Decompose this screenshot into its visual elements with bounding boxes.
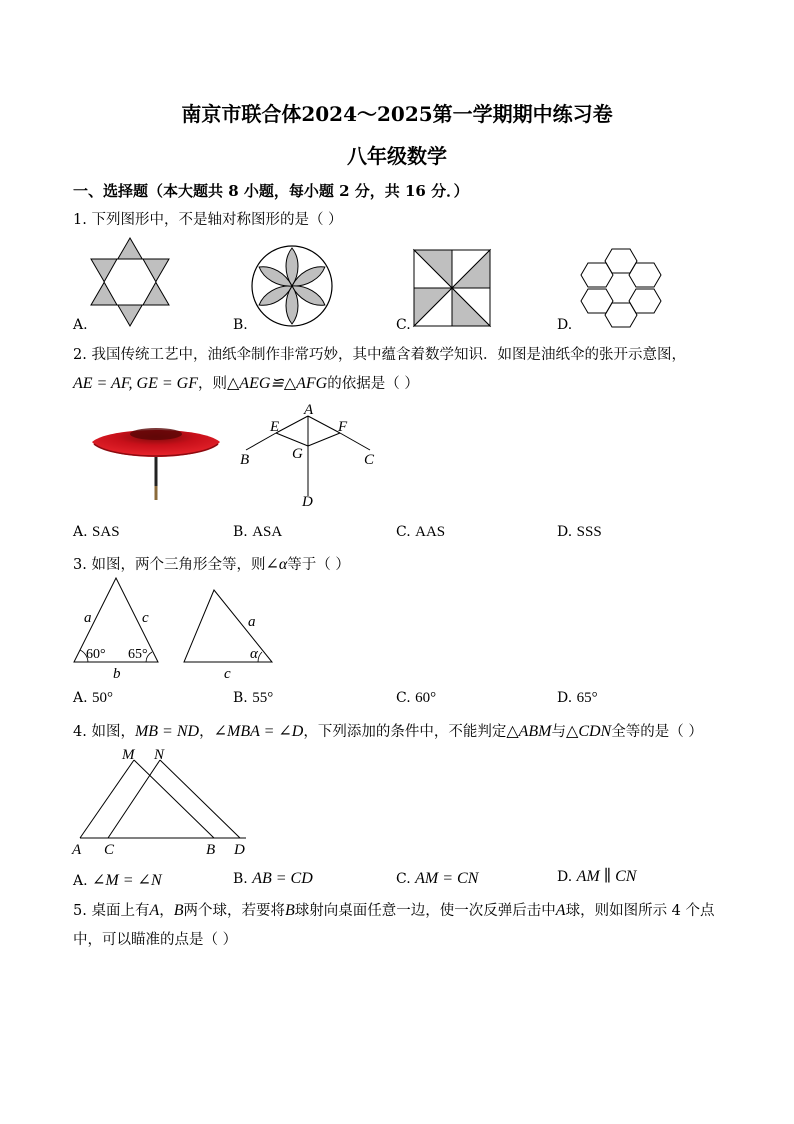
q5-stem-line2: 中，可以瞄准的点是（ ） [73,932,238,948]
q1-option-d[interactable]: D. [557,317,573,333]
q1-stem: 1. 下列图形中，不是轴对称图形的是（ ） [73,212,343,228]
q2-option-c-letter: C. [396,524,411,540]
q2-label-f: F [338,419,348,435]
q2-label-d: D [302,494,313,510]
q4-label-m: M [122,747,135,763]
q1-figure-d-hexagons [574,246,670,332]
q3-option-b[interactable] [233,690,273,707]
q4-option-b-value: AB = CD [252,870,313,887]
q4-option-d[interactable] [557,866,636,886]
q1-figure-a-star [88,236,172,328]
q5-mid: 两个球，若要将 [183,903,286,919]
q4-option-a[interactable] [73,870,162,890]
q2-stem-line1: 2. 我国传统工艺中，油纸伞制作非常巧妙，其中蕴含着数学知识．如图是油纸伞的张开示意图， [73,347,686,363]
q4-triangle-abm: △ABM [506,723,552,740]
exam-subtitle: 八年级数学 [347,144,447,168]
q3-option-c-letter: C. [396,690,411,706]
q1-option-c[interactable]: C. [396,317,411,333]
q4-label-d: D [234,842,245,858]
q4-sep: ， [199,724,214,740]
q2-stem-line2 [73,372,419,393]
q3-left-label-a: a [84,610,92,626]
q3-left-label-b: b [113,666,121,682]
q3-triangle-left [66,574,168,682]
q3-option-d[interactable] [557,690,598,707]
q3-option-b-letter: B. [233,690,248,706]
q3-option-b-value: 55° [252,690,274,706]
q1-figure-c-pinwheel [412,248,494,330]
q4-option-b[interactable] [233,870,313,888]
q3-stem-pre: 3. 如图，两个三角形全等，则 [73,557,266,573]
q2-option-a-letter: A. [73,524,88,540]
q5-ball-a: A [149,902,160,919]
q3-left-label-c: c [142,610,149,626]
q2-option-a[interactable] [73,524,120,541]
q5-post: 球，则如图所示 4 个点 [565,903,715,919]
q4-triangle-cdn: △CDN [566,723,612,740]
q4-label-b: B [206,842,216,858]
q3-left-angle-65: 65° [128,647,148,662]
q4-and: 与 [551,724,567,740]
q2-option-d[interactable] [557,524,602,541]
q3-option-c-value: 60° [415,690,437,706]
q3-right-label-c: c [224,666,231,682]
q3-left-angle-60: 60° [86,647,106,662]
umbrella-photo [90,414,222,504]
q3-option-a-value: 50° [92,690,114,706]
q2-option-c[interactable] [396,524,445,541]
q2-option-d-letter: D. [557,524,573,540]
q5-ball-b-2: B [285,902,295,919]
section-heading: 一、选择题（本大题共 8 小题，每小题 2 分，共 16 分．） [73,182,469,200]
q2-stem-tail: 的依据是（ ） [327,376,419,392]
q2-option-a-value: SAS [92,524,120,540]
q3-stem [73,553,350,574]
q1-option-b[interactable]: B. [233,317,248,333]
q5-ball-a-2: A [555,902,566,919]
q4-cond-mb-nd: MB = ND [134,723,200,740]
q5-pre: 5. 桌面上有 [73,903,150,919]
q4-figure [68,744,258,860]
q4-stem-mid: ，下列添加的条件中，不能判定 [303,724,507,740]
q3-right-label-alpha: α [250,646,258,662]
q5-stem-line1 [73,899,715,920]
q4-label-c: C [104,842,115,858]
q2-option-b[interactable] [233,524,282,541]
q5-mid2: 球射向桌面任意一边，使一次反弹后击中 [294,903,556,919]
q4-label-a: A [72,842,82,858]
q2-congruence: △AEG≌△AFG [227,375,328,392]
q5-ball-b: B [173,902,184,919]
q2-condition-equalities: AE = AF, GE = GF [73,375,198,392]
q4-stem-pre: 4. 如图， [73,724,135,740]
q3-option-a[interactable] [73,690,113,707]
q4-option-c-value: AM = CN [415,870,479,887]
q2-option-b-value: ASA [252,524,283,540]
q4-option-c-letter: C. [396,871,411,887]
q2-label-b: B [240,452,250,468]
q2-option-d-value: SSS [576,524,602,540]
q1-figure-b-flower [250,244,334,328]
q2-label-e: E [270,419,280,435]
q2-option-c-value: AAS [415,524,446,540]
q2-then: ，则 [198,376,227,392]
q3-option-d-letter: D. [557,690,573,706]
q3-option-d-value: 65° [576,690,598,706]
q4-label-n: N [154,747,165,763]
q4-option-a-letter: A. [73,873,88,889]
q3-option-a-letter: A. [73,690,88,706]
exam-title: 南京市联合体2024～2025第一学期期中练习卷 [181,102,613,126]
q4-option-c[interactable] [396,870,478,888]
q4-option-b-letter: B. [233,871,248,887]
q4-option-d-letter: D. [557,869,573,885]
q2-option-b-letter: B. [233,524,248,540]
q4-stem [73,720,703,741]
q3-stem-post: 等于（ ） [287,557,350,573]
q3-option-c[interactable] [396,690,436,707]
q4-stem-post: 全等的是（ ） [611,724,703,740]
q2-umbrella-diagram [236,400,386,510]
q2-label-g: G [292,446,303,462]
q2-label-a: A [304,402,314,418]
q4-option-a-value: ∠M = ∠N [92,872,162,889]
q3-triangle-right [180,586,282,682]
q1-option-a[interactable]: A. [73,317,88,333]
q4-cond-angle: ∠MBA = ∠D [213,723,304,740]
q5-comma: ， [159,903,174,919]
q3-right-label-a: a [248,614,256,630]
q4-option-d-value: AM ∥ CN [576,868,637,885]
q3-angle: ∠α [265,556,288,573]
q2-label-c: C [364,452,375,468]
